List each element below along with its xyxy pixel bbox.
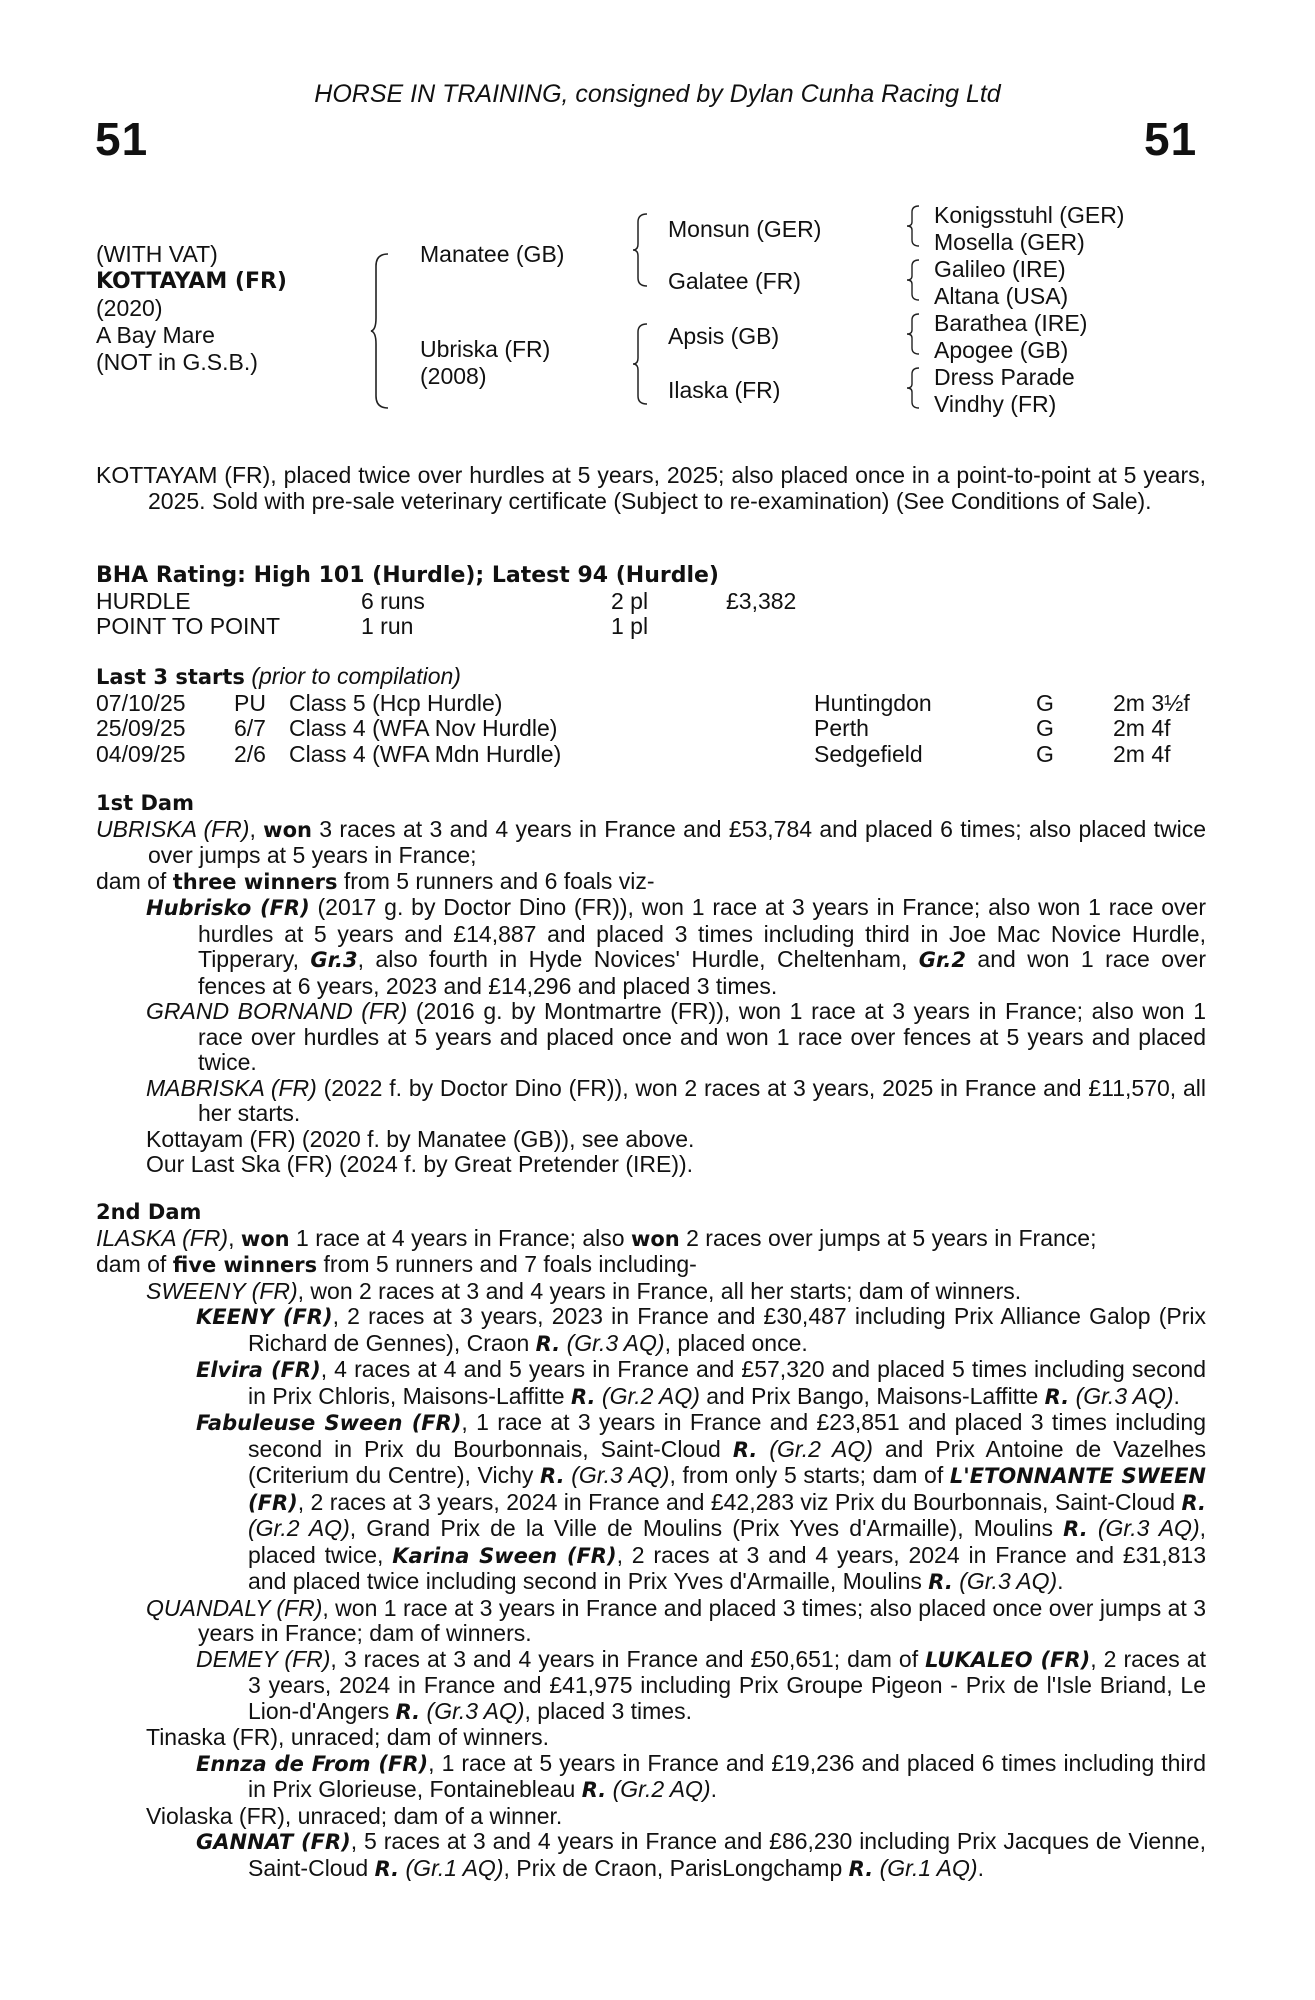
won-label: won bbox=[240, 1226, 290, 1251]
text-segment: , Grand Prix de la Ville de Moulins (Prix Yves d'Armaille), Moulins bbox=[349, 1515, 1064, 1541]
second-dam-section bbox=[96, 1200, 1206, 1882]
lot-number-left: 51 bbox=[95, 113, 149, 165]
horse-description: A Bay Mare bbox=[96, 322, 215, 348]
pedigree-brace-sire bbox=[632, 212, 650, 288]
horse-year: (2020) bbox=[96, 295, 163, 321]
last-starts-table bbox=[96, 691, 1190, 768]
last-starts-note: (prior to compilation) bbox=[251, 663, 461, 689]
grade-label: (Gr.3 AQ) bbox=[1087, 1515, 1200, 1541]
text-segment: , won 2 races at 3 and 4 years in France, all her starts; dam of winners. bbox=[297, 1277, 1022, 1304]
text-segment: , 1 race at 3 years in France and £23,851 and placed 3 times including second in Prix du Bourbonnais, Saint-Cloud bbox=[248, 1409, 1207, 1462]
ancestor-g4: Altana (USA) bbox=[934, 283, 1069, 309]
winner-count: five winners bbox=[172, 1253, 318, 1277]
list-item bbox=[96, 895, 1206, 999]
start-distance: 2m 4f bbox=[1113, 715, 1171, 741]
list-item bbox=[96, 999, 1206, 1076]
pedigree-brace-g4 bbox=[906, 366, 922, 410]
start-going: G bbox=[1036, 715, 1054, 741]
start-race: Class 4 (WFA Mdn Hurdle) bbox=[289, 740, 562, 767]
table-row bbox=[96, 614, 796, 640]
offspring-name: LUKALEO (FR) bbox=[925, 1647, 1091, 1672]
placed-count: 2 pl bbox=[611, 587, 649, 614]
text-segment: , 3 races at 3 and 4 years in France and £50,651; dam of bbox=[330, 1645, 926, 1672]
race-type: HURDLE bbox=[96, 587, 191, 614]
offspring-name: Elvira (FR) bbox=[196, 1358, 321, 1382]
text-segment: and Prix Bango, Maisons-Laffitte bbox=[699, 1382, 1045, 1409]
pedigree-brace-g2 bbox=[906, 258, 922, 302]
start-distance: 2m 3½f bbox=[1113, 689, 1190, 716]
gsb-note: (NOT in G.S.B.) bbox=[96, 349, 258, 375]
start-course: Huntingdon bbox=[814, 689, 932, 716]
race-marker: R. bbox=[540, 1464, 565, 1488]
start-going: G bbox=[1036, 689, 1054, 716]
text-segment: and Prix Antoine de Vazelhes (Criterium du Centre), Vichy bbox=[248, 1435, 1206, 1488]
text-segment: from 5 runners and 7 foals including- bbox=[317, 1251, 697, 1277]
text-segment: . bbox=[1173, 1382, 1180, 1409]
bha-rating: BHA Rating: High 101 (Hurdle); Latest 94 (Hurdle) bbox=[96, 563, 719, 588]
text-segment: . bbox=[977, 1854, 984, 1881]
text-segment: , 2 races at 3 and 4 years, 2024 in France and £31,813 and placed twice including second in Prix Yves d'Armaille, Moulins bbox=[248, 1541, 1206, 1594]
start-race: Class 5 (Hcp Hurdle) bbox=[289, 689, 503, 716]
list-item bbox=[96, 1357, 1206, 1410]
offspring-name: QUANDALY (FR) bbox=[146, 1594, 323, 1621]
sire-sire: Monsun (GER) bbox=[668, 216, 822, 242]
horse-name: KOTTAYAM (FR) bbox=[96, 269, 287, 294]
dam-name: Ubriska (FR) bbox=[420, 336, 551, 362]
list-item bbox=[96, 1596, 1206, 1647]
text-segment: and won 1 race over fences at 6 years, 2023 and £14,296 and placed 3 times. bbox=[198, 946, 1206, 999]
catalogue-header: HORSE IN TRAINING, consigned by Dylan Cunha Racing Ltd bbox=[314, 80, 1001, 108]
pedigree-brace-dam bbox=[632, 322, 650, 406]
start-date: 04/09/25 bbox=[96, 740, 186, 767]
race-marker: R. bbox=[570, 1384, 596, 1409]
grade-label: (Gr.3 AQ) bbox=[560, 1329, 665, 1356]
bha-table bbox=[96, 589, 796, 640]
bha-section bbox=[96, 563, 1206, 640]
race-marker: R. bbox=[848, 1856, 874, 1881]
race-marker: R. bbox=[374, 1856, 400, 1881]
second-dam-title: 2nd Dam bbox=[96, 1200, 202, 1224]
text-segment: , from only 5 starts; dam of bbox=[669, 1462, 950, 1488]
text-segment: 1 race at 4 years in France; also bbox=[289, 1224, 631, 1251]
winner-count: three winners bbox=[172, 869, 338, 894]
intro-paragraph: KOTTAYAM (FR), placed twice over hurdles at 5 years, 2025; also placed once in a point-to-point at 5 years, 2025. Sold with pre-sale veterinary certificate (Subject to re-examination) (See Conditions of Sale). bbox=[96, 462, 1206, 514]
text-segment: (2022 f. by Doctor Dino (FR)), won 2 races at 3 years, 2025 in France and £11,570, all her starts. bbox=[198, 1074, 1206, 1126]
text-segment: dam of bbox=[96, 1251, 173, 1277]
grade-label: (Gr.2 AQ) bbox=[606, 1776, 711, 1802]
grade-label: (Gr.2 AQ) bbox=[595, 1382, 700, 1409]
text-segment: from 5 runners and 6 foals viz- bbox=[337, 867, 655, 894]
second-dam-produce bbox=[96, 1252, 1206, 1279]
start-going: G bbox=[1036, 740, 1054, 767]
text-segment: , placed 3 times. bbox=[524, 1697, 692, 1724]
dam-year: (2008) bbox=[420, 363, 487, 389]
dam-name: UBRISKA (FR) bbox=[96, 815, 250, 842]
lot-number-right: 51 bbox=[1144, 113, 1198, 165]
offspring-name: Fabuleuse Sween (FR) bbox=[196, 1411, 462, 1435]
grade-label: (Gr.2 AQ) bbox=[248, 1515, 350, 1541]
grade-label: (Gr.3 AQ) bbox=[952, 1568, 1058, 1594]
ancestor-g1: Konigsstuhl (GER) bbox=[934, 202, 1125, 228]
table-row bbox=[96, 716, 1190, 742]
grade-label: (Gr.2 AQ) bbox=[757, 1435, 873, 1462]
grade-label: Gr.3 bbox=[310, 948, 358, 972]
race-marker: R. bbox=[928, 1570, 953, 1594]
offspring-name: KEENY (FR) bbox=[196, 1305, 333, 1329]
grade-label: Gr.2 bbox=[918, 948, 966, 972]
table-row bbox=[96, 691, 1190, 717]
text-segment: , 2 races at 3 years, 2023 in France and £30,487 including Prix Alliance Galop (Prix Richard de Gennes), Craon bbox=[248, 1303, 1206, 1356]
text-segment: , bbox=[228, 1224, 241, 1251]
list-item bbox=[96, 1410, 1206, 1596]
text-segment: , Prix de Craon, ParisLongchamp bbox=[503, 1854, 849, 1881]
offspring-name: DEMEY (FR) bbox=[196, 1645, 331, 1672]
text-segment: . bbox=[710, 1776, 717, 1802]
grade-label: (Gr.1 AQ) bbox=[399, 1854, 504, 1881]
race-marker: R. bbox=[732, 1437, 758, 1462]
offspring-name: Ennza de From (FR) bbox=[196, 1751, 429, 1776]
start-course: Sedgefield bbox=[814, 740, 923, 767]
offspring-name: L'ETONNANTE SWEEN (FR) bbox=[248, 1464, 1206, 1515]
offspring-name: Karina Sween (FR) bbox=[392, 1543, 617, 1568]
first-dam-title: 1st Dam bbox=[96, 791, 194, 815]
text-segment: 2 races over jumps at 5 years in France; bbox=[679, 1224, 1097, 1251]
start-course: Perth bbox=[814, 715, 869, 741]
start-date: 07/10/25 bbox=[96, 689, 186, 716]
race-type: POINT TO POINT bbox=[96, 613, 281, 639]
list-item bbox=[96, 1751, 1206, 1804]
dam-name: ILASKA (FR) bbox=[96, 1224, 229, 1251]
grade-label: (Gr.3 AQ) bbox=[1069, 1382, 1174, 1409]
text-segment: 3 races at 3 and 4 years in France and £53,784 and placed 6 times; also placed twice over jumps at 5 years in France; bbox=[148, 815, 1207, 868]
ancestor-g5: Barathea (IRE) bbox=[934, 310, 1088, 336]
start-date: 25/09/25 bbox=[96, 715, 186, 741]
text-segment: , placed once. bbox=[664, 1329, 808, 1356]
ancestor-g7: Dress Parade bbox=[934, 364, 1075, 390]
list-item bbox=[96, 1829, 1206, 1882]
list-item bbox=[96, 1304, 1206, 1357]
text-segment: , 2 races at 3 years, 2024 in France and £42,283 viz Prix du Bourbonnais, Saint-Cloud bbox=[297, 1488, 1182, 1515]
start-position: 2/6 bbox=[234, 740, 266, 767]
text-segment: . bbox=[1057, 1568, 1064, 1594]
text-segment: , placed twice, bbox=[248, 1515, 1206, 1568]
offspring-name: MABRISKA (FR) bbox=[146, 1074, 317, 1101]
list-item bbox=[96, 1076, 1206, 1127]
last-starts-section bbox=[96, 664, 1206, 767]
race-marker: R. bbox=[1181, 1490, 1206, 1515]
table-row bbox=[96, 589, 796, 615]
text-segment: , also fourth in Hyde Novices' Hurdle, Cheltenham, bbox=[357, 946, 919, 972]
list-item: Kottayam (FR) (2020 f. by Manatee (GB)), see above. bbox=[146, 1125, 695, 1152]
offspring-name: GANNAT (FR) bbox=[196, 1830, 351, 1854]
text-segment: , 2 races at 3 years, 2024 in France and £41,975 including Prix Groupe Pigeon - Prix de l'Isle Briand, Le Lion-d'Angers bbox=[248, 1645, 1206, 1724]
dam-sire: Apsis (GB) bbox=[668, 323, 780, 349]
table-row bbox=[96, 742, 1190, 768]
second-dam-record bbox=[96, 1226, 1206, 1253]
start-race: Class 4 (WFA Nov Hurdle) bbox=[289, 715, 558, 741]
text-segment: (2017 g. by Doctor Dino (FR)), won 1 race at 3 years in France; also won 1 race over hurdles at 5 years and £14,887 and placed 3 times including third in Joe Mac Novice Hurdle, Tipperary, bbox=[198, 894, 1206, 972]
ancestor-g6: Apogee (GB) bbox=[934, 337, 1069, 363]
sire-name: Manatee (GB) bbox=[420, 241, 565, 267]
race-marker: R. bbox=[1063, 1517, 1088, 1541]
pedigree-brace-main bbox=[370, 252, 392, 410]
text-segment: dam of bbox=[96, 867, 173, 894]
grade-label: (Gr.3 AQ) bbox=[564, 1462, 670, 1488]
text-segment: , won 1 race at 3 years in France and placed 3 times; also placed once over jumps at 3 years in France; dam of winners. bbox=[198, 1594, 1206, 1646]
last-starts-title: Last 3 starts bbox=[96, 665, 245, 689]
text-segment: , 1 race at 5 years in France and £19,236 and placed 6 times including third in Prix Glorieuse, Fontainebleau bbox=[248, 1749, 1206, 1802]
ancestor-g8: Vindhy (FR) bbox=[934, 391, 1057, 417]
pedigree-brace-g1 bbox=[906, 204, 922, 248]
pedigree-brace-g3 bbox=[906, 312, 922, 356]
won-label: won bbox=[263, 817, 312, 842]
prize-money bbox=[726, 614, 796, 640]
offspring-name: Hubrisko (FR) bbox=[146, 896, 310, 920]
first-dam-section bbox=[96, 791, 1206, 1178]
ancestor-g2: Mosella (GER) bbox=[934, 229, 1085, 255]
first-dam-produce bbox=[96, 869, 1206, 896]
won-label: won bbox=[630, 1226, 680, 1251]
text-segment: , 4 races at 4 and 5 years in France and £57,320 and placed 5 times including second in Prix Chloris, Maisons-Laffitte bbox=[248, 1356, 1206, 1409]
start-position: PU bbox=[234, 689, 266, 716]
list-item bbox=[96, 1279, 1206, 1305]
run-count: 6 runs bbox=[361, 587, 425, 614]
race-marker: R. bbox=[535, 1331, 561, 1356]
first-dam-record bbox=[96, 817, 1206, 869]
vat-label: (WITH VAT) bbox=[96, 241, 218, 267]
placed-count: 1 pl bbox=[611, 613, 649, 639]
dam-dam: Ilaska (FR) bbox=[668, 377, 781, 403]
sire-dam: Galatee (FR) bbox=[668, 268, 801, 294]
start-position: 6/7 bbox=[234, 715, 266, 741]
offspring-name: SWEENY (FR) bbox=[146, 1277, 298, 1304]
run-count: 1 run bbox=[361, 613, 414, 639]
list-item: Violaska (FR), unraced; dam of a winner. bbox=[146, 1802, 563, 1829]
list-item: Tinaska (FR), unraced; dam of winners. bbox=[146, 1724, 550, 1750]
offspring-name: GRAND BORNAND (FR) bbox=[146, 998, 408, 1024]
list-item: Our Last Ska (FR) (2024 f. by Great Pretender (IRE)). bbox=[146, 1151, 694, 1177]
text-segment: , 5 races at 3 and 4 years in France and £86,230 including Prix Jacques de Vienne, Saint-Cloud bbox=[248, 1828, 1206, 1881]
grade-label: (Gr.3 AQ) bbox=[420, 1697, 525, 1724]
race-marker: R. bbox=[395, 1699, 421, 1724]
prize-money: £3,382 bbox=[726, 587, 797, 614]
race-marker: R. bbox=[1044, 1384, 1070, 1409]
grade-label: (Gr.1 AQ) bbox=[873, 1854, 978, 1881]
list-item bbox=[96, 1647, 1206, 1726]
start-distance: 2m 4f bbox=[1113, 740, 1171, 767]
ancestor-g3: Galileo (IRE) bbox=[934, 256, 1066, 282]
intro-section bbox=[96, 463, 1206, 514]
race-marker: R. bbox=[581, 1778, 607, 1802]
text-segment: (2016 g. by Montmartre (FR)), won 1 race at 3 years in France; also won 1 race over hurdles at 5 years and placed once and won 1 race over fences at 5 years and placed twice. bbox=[198, 998, 1206, 1075]
text-segment: , bbox=[249, 815, 264, 842]
